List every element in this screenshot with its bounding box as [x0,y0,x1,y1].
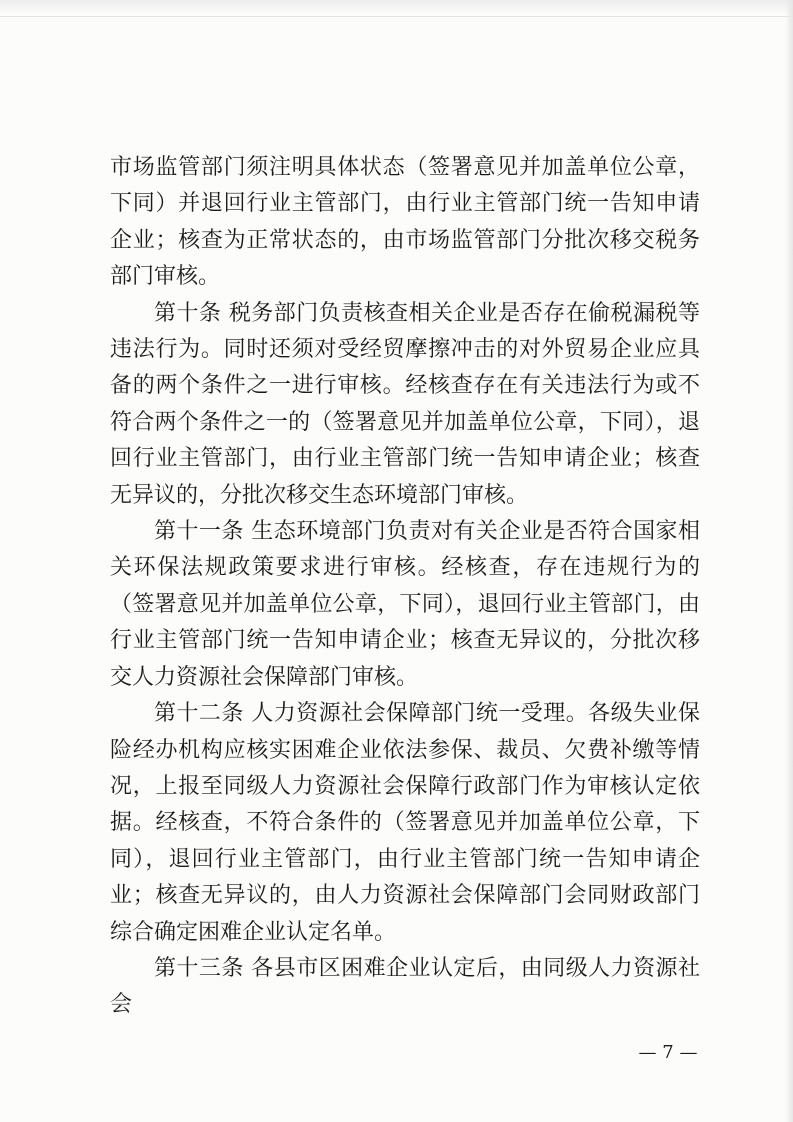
paragraph-continuation: 市场监管部门须注明具体状态（签署意见并加盖单位公章，下同）并退回行业主管部门，由行业主管部门统一告知申请企业；核查为正常状态的，由市场监管部门分批次移交税务部门审核。 [110,155,700,290]
paragraph-article-11: 第十一条 生态环境部门负责对有关企业是否符合国家相关环保法规政策要求进行审核。经核查，存在违规行为的（签署意见并加盖单位公章，下同），退回行业主管部门，由行业主管部门统一告知申请企业；核查无异议的，分批次移交人力资源社会保障部门审核。 [110,519,700,690]
paragraph-article-12: 第十二条 人力资源社会保障部门统一受理。各级失业保险经办机构应核实困难企业依法参保、裁员、欠费补缴等情况，上报至同级人力资源社会保障行政部门作为审核认定依据。经核查，不符合条件的（签署意见并加盖单位公章，下同），退回行业主管部门，由行业主管部门统一告知申请企业；核查无异议的，由人力资源社会保障部门会同财政部门综合确定困难企业认定名单。 [110,701,700,945]
document-body [110,150,700,1024]
scan-edge-right [785,0,793,1122]
paragraph-article-10: 第十条 税务部门负责核查相关企业是否存在偷税漏税等违法行为。同时还须对受经贸摩擦冲击的对外贸易企业应具备的两个条件之一进行审核。经核查存在有关违法行为或不符合两个条件之一的（签署意见并加盖单位公章，下同），退回行业主管部门，由行业主管部门统一告知申请企业；核查无异议的，分批次移交生态环境部门审核。 [110,300,700,508]
scan-edge-top [0,0,793,14]
paragraph-article-13: 第十三条 各县市区困难企业认定后，由同级人力资源社会 [110,955,700,1018]
scan-line-top [0,16,793,17]
page-number: — 7 — [638,1042,698,1063]
